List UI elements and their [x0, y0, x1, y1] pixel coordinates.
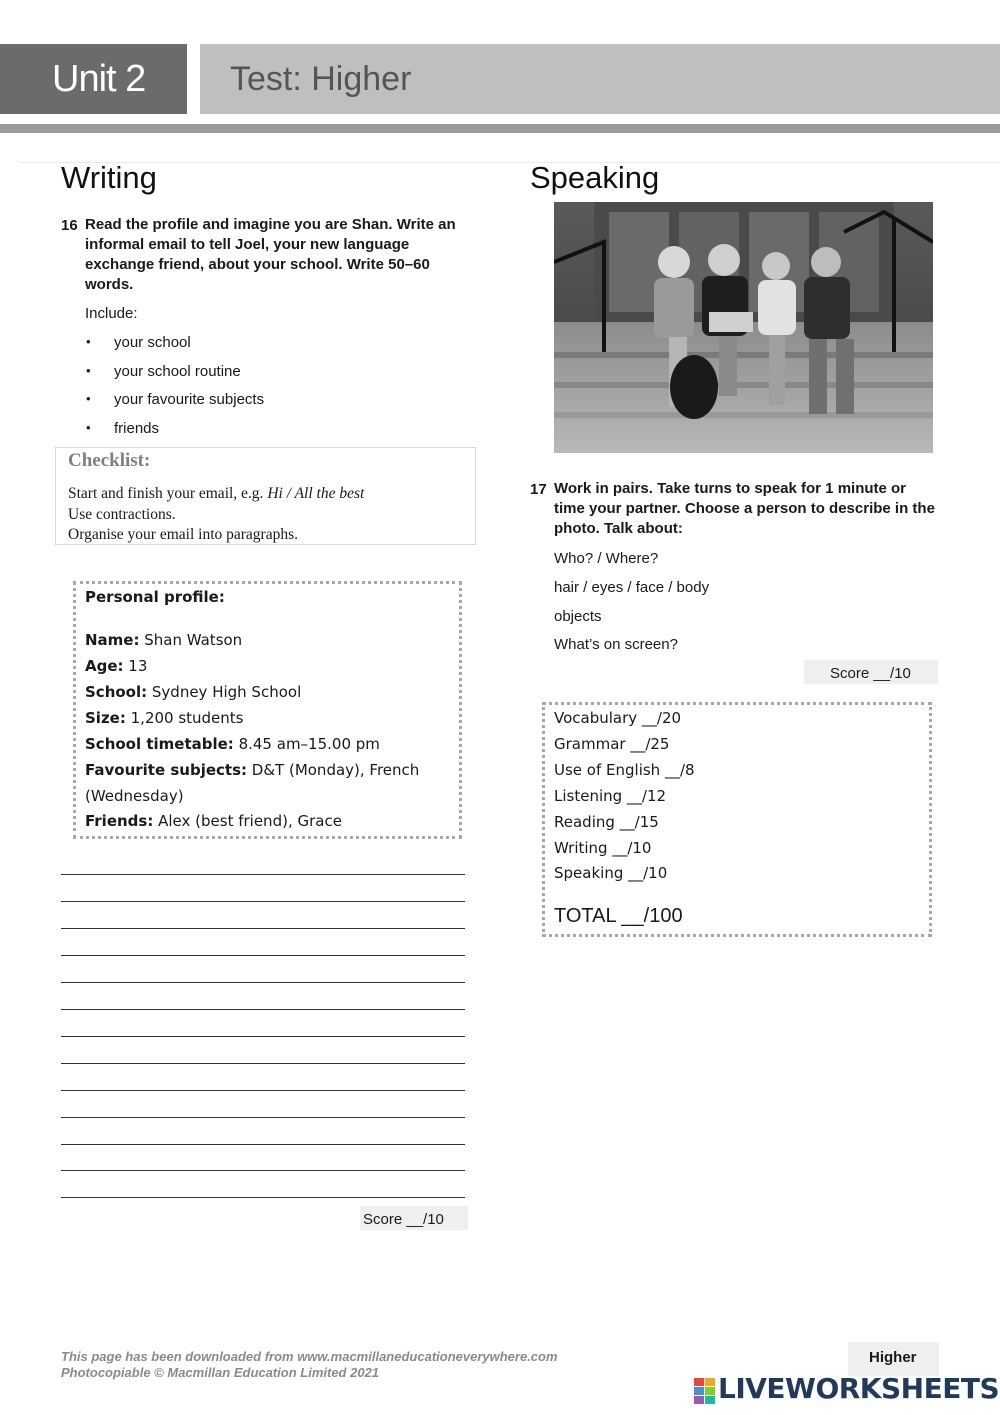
profile-school: [85, 683, 301, 701]
liveworksheets-icon: [694, 1378, 716, 1404]
profile-label: Age:: [85, 657, 124, 675]
speaking-prompt: Who? / Where?: [554, 550, 659, 567]
answer-line[interactable]: [61, 1117, 465, 1118]
profile-label: School:: [85, 683, 148, 701]
bullet-item: your school routine: [114, 363, 241, 380]
task-16-line: exchange friend, about your school. Write 50–60: [85, 256, 430, 273]
speaking-prompt: objects: [554, 608, 602, 625]
checklist-item: [68, 485, 364, 503]
bullet-item: your school: [114, 334, 191, 351]
footer-copyright: Photocopiable © Macmillan Education Limited 2021: [61, 1365, 380, 1380]
test-title: Test: Higher: [230, 60, 412, 98]
bullet-icon: •: [86, 363, 91, 378]
checklist-item: Use contractions.: [68, 506, 176, 523]
profile-label: Name:: [85, 631, 140, 649]
profile-name: [85, 631, 242, 649]
answer-line[interactable]: [61, 1063, 465, 1064]
checklist-text: Start and finish your email, e.g.: [68, 485, 268, 502]
profile-value: 1,200 students: [125, 709, 244, 727]
section-divider: [20, 162, 1000, 163]
answer-line[interactable]: [61, 1170, 465, 1171]
writing-title: Writing: [61, 160, 157, 195]
grand-total: TOTAL __/100: [554, 905, 683, 927]
answer-line[interactable]: [61, 874, 465, 875]
header-rule: [0, 124, 1000, 133]
profile-heading: [85, 588, 225, 606]
answer-line[interactable]: [61, 955, 465, 956]
profile-value: 8.45 am–15.00 pm: [233, 735, 380, 753]
profile-value: D&T (Monday), French: [247, 761, 420, 779]
profile-label: Size:: [85, 709, 126, 727]
checklist-example: Hi / All the best: [267, 485, 365, 502]
bullet-icon: •: [86, 334, 91, 349]
task-16-line: informal email to tell Joel, your new language: [85, 236, 410, 253]
profile-value: Alex (best friend), Grace: [153, 812, 342, 830]
profile-subjects: [85, 761, 419, 779]
total-item: Listening __/12: [554, 787, 667, 805]
profile-friends: [85, 812, 342, 830]
profile-value: 13: [123, 657, 148, 675]
profile-value: Sydney High School: [147, 683, 302, 701]
unit-label: Unit 2: [52, 58, 146, 100]
task-16-instructions: [85, 215, 456, 295]
profile-label: Friends:: [85, 812, 154, 830]
task-17-line: photo. Talk about:: [554, 520, 683, 537]
level-badge: Higher: [848, 1342, 939, 1376]
answer-line[interactable]: [61, 1009, 465, 1010]
answer-line[interactable]: [61, 982, 465, 983]
bullet-icon: •: [86, 420, 91, 435]
profile-value: Shan Watson: [139, 631, 243, 649]
answer-line[interactable]: [61, 1197, 465, 1198]
total-item: Reading __/15: [554, 813, 659, 831]
students-photo: [554, 202, 933, 453]
answer-line[interactable]: [61, 1144, 465, 1145]
profile-heading-text: Personal profile:: [85, 588, 225, 606]
total-item: Vocabulary __/20: [554, 709, 682, 727]
total-item: Writing __/10: [554, 839, 652, 857]
profile-label: School timetable:: [85, 735, 234, 753]
bullet-item: your favourite subjects: [114, 391, 265, 408]
task-17-instructions: [554, 479, 935, 539]
task-17-line: Work in pairs. Take turns to speak for 1 minute or: [554, 480, 907, 497]
total-item: Use of English __/8: [554, 761, 695, 779]
include-label: Include:: [85, 305, 138, 322]
speaking-prompt: What’s on screen?: [554, 636, 678, 653]
profile-subjects-cont: (Wednesday): [85, 787, 184, 805]
footer-source: This page has been downloaded from www.macmillaneducationeverywhere.com: [61, 1349, 558, 1364]
profile-age: [85, 657, 147, 675]
task-16-number: 16: [61, 217, 78, 234]
answer-line[interactable]: [61, 928, 465, 929]
speaking-score[interactable]: Score __/10: [804, 660, 938, 684]
answer-line[interactable]: [61, 1036, 465, 1037]
checklist-title: Checklist:: [68, 450, 151, 471]
task-17-line: time your partner. Choose a person to describe in the: [554, 500, 935, 517]
liveworksheets-wordmark: LIVEWORKSHEETS: [718, 1372, 1000, 1405]
answer-line[interactable]: [61, 901, 465, 902]
profile-label: Favourite subjects:: [85, 761, 248, 779]
task-16-line: Read the profile and imagine you are Shan. Write an: [85, 216, 456, 233]
checklist-item: Organise your email into paragraphs.: [68, 526, 298, 543]
total-item: Grammar __/25: [554, 735, 670, 753]
total-item: Speaking __/10: [554, 864, 668, 882]
speaking-title: Speaking: [530, 160, 660, 195]
writing-score[interactable]: Score __/10: [360, 1206, 468, 1230]
bullet-icon: •: [86, 391, 91, 406]
profile-size: [85, 709, 244, 727]
answer-line[interactable]: [61, 1090, 465, 1091]
task-16-line: words.: [85, 276, 134, 293]
bullet-item: friends: [114, 420, 160, 437]
task-17-number: 17: [530, 481, 547, 498]
speaking-prompt: hair / eyes / face / body: [554, 579, 710, 596]
profile-timetable: [85, 735, 380, 753]
